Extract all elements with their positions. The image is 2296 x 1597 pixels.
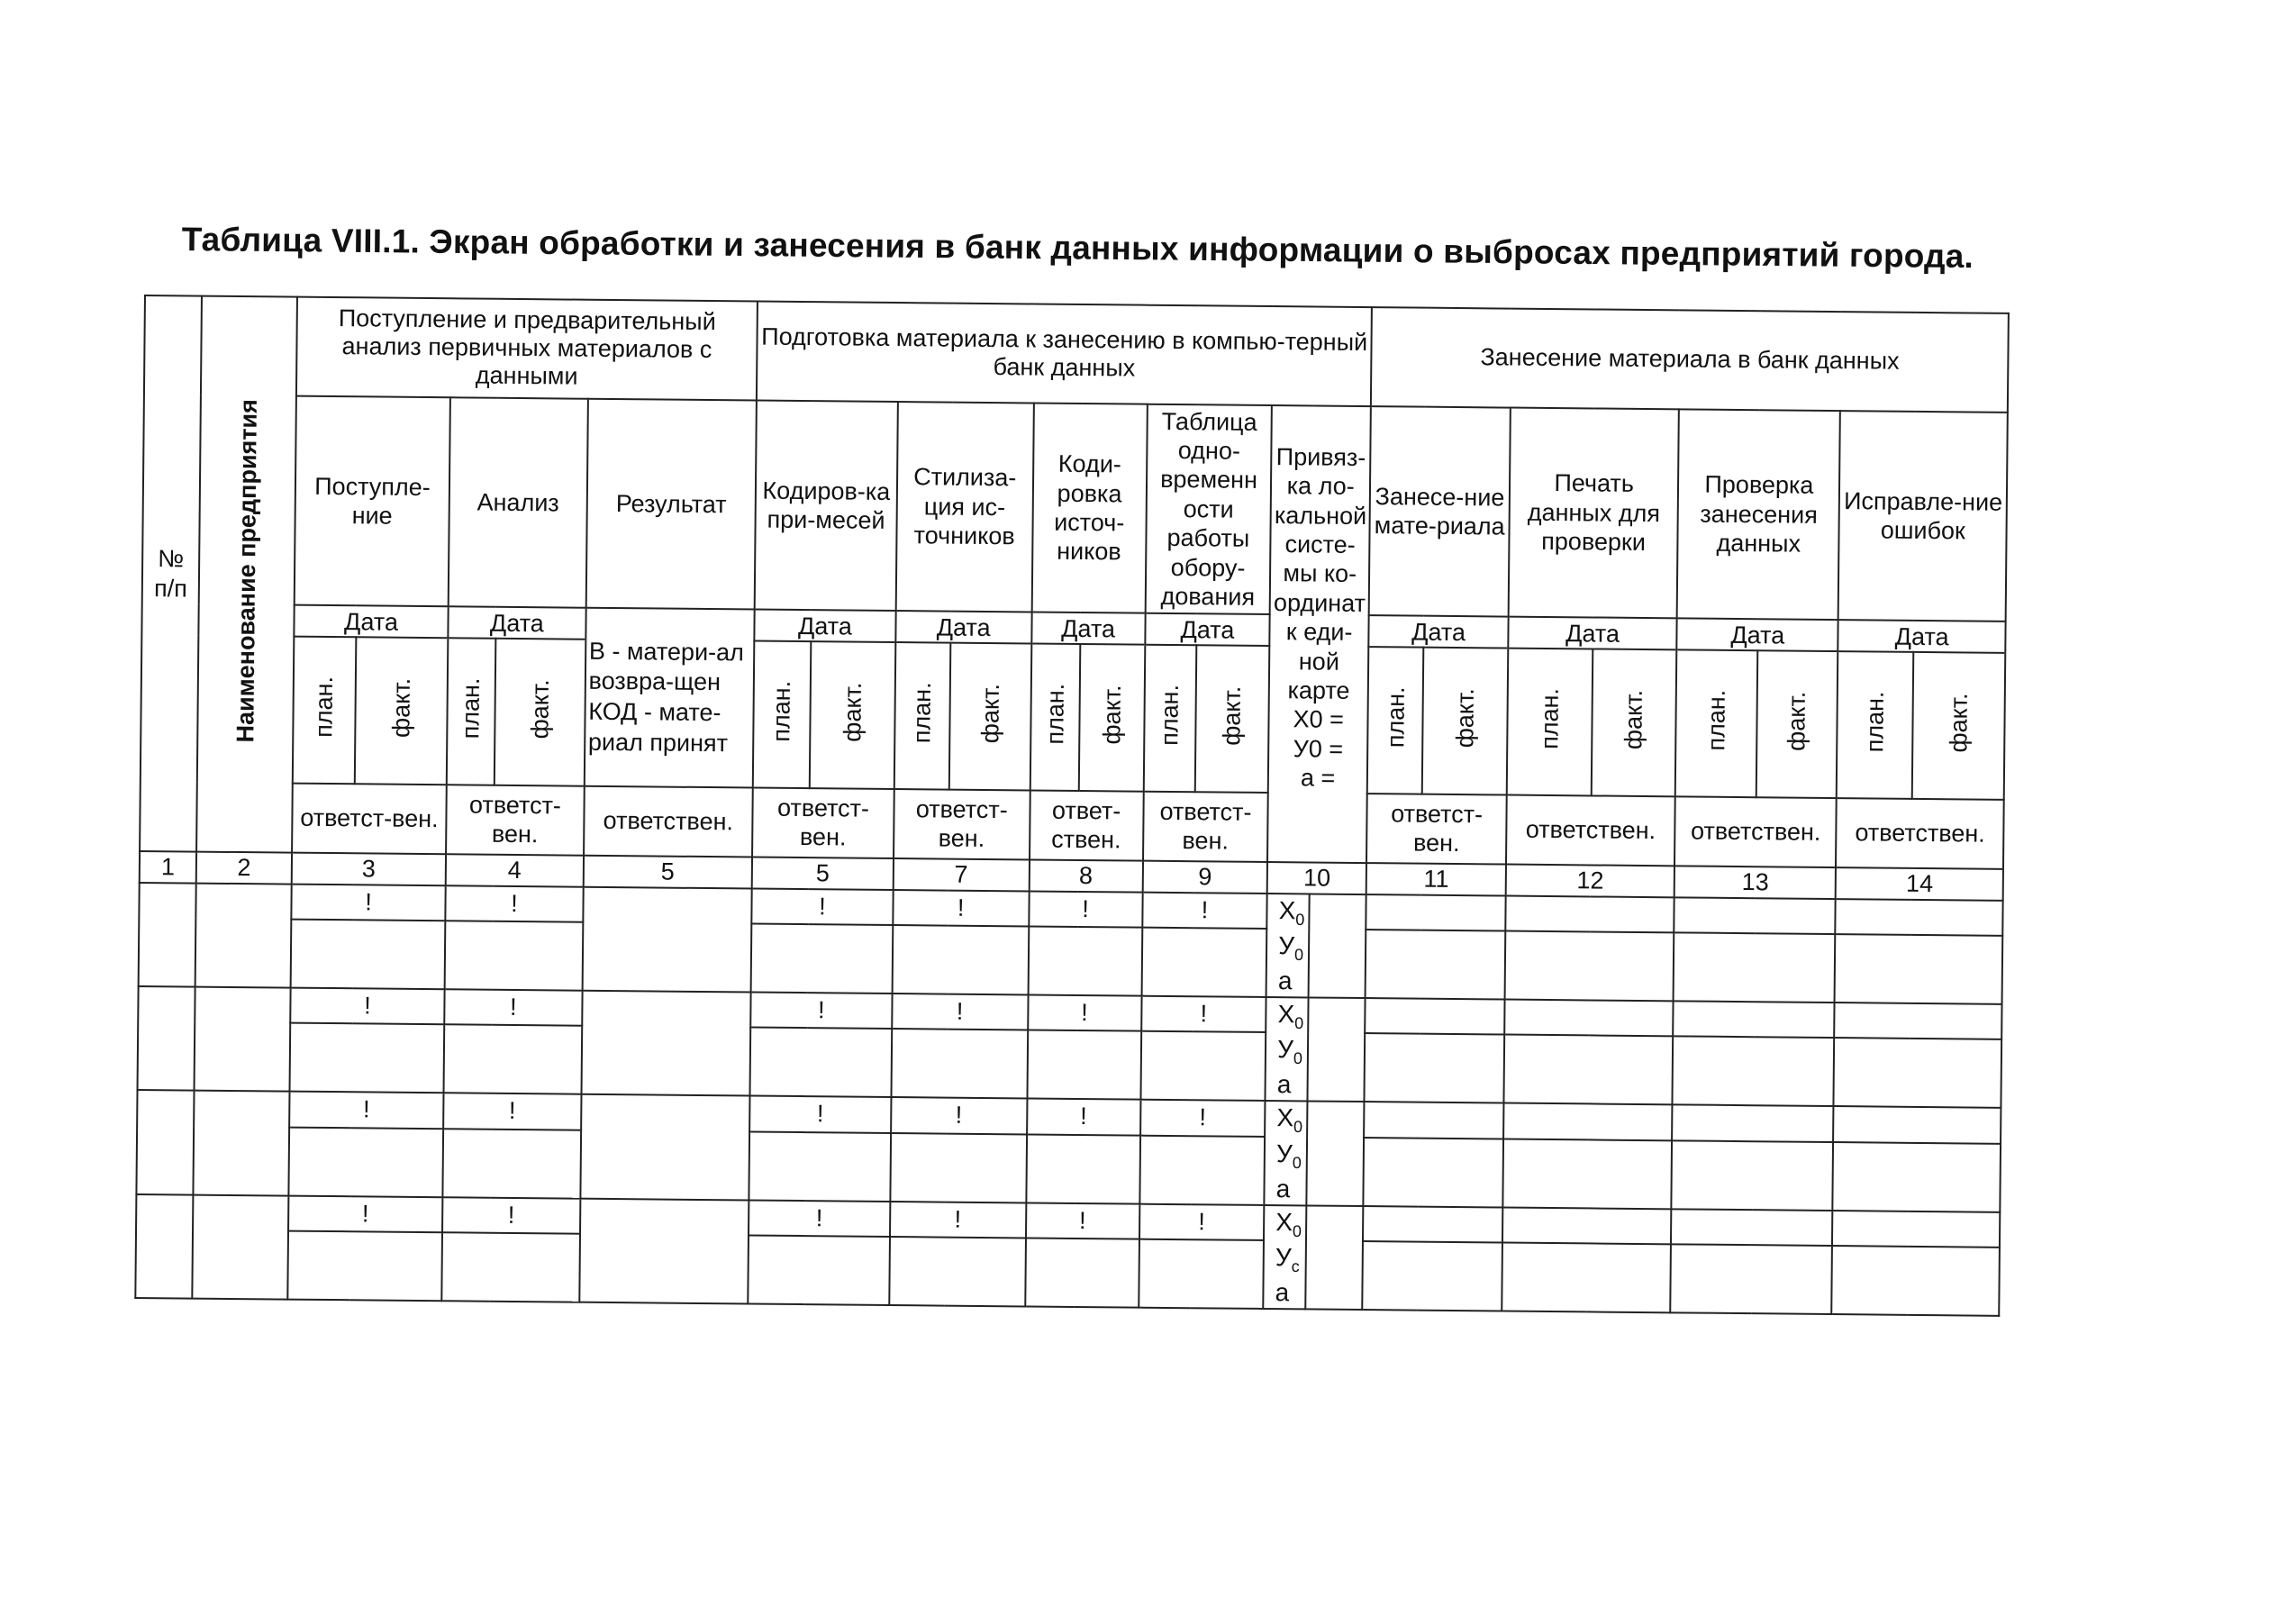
date-mark-tablitsa: ! <box>1142 893 1267 929</box>
responsible-pechat: ответствен. <box>1506 794 1675 866</box>
group-preparation-header: Подготовка материала к занесению в компью-терный банк данных <box>757 302 1372 406</box>
rezultat-note <box>585 608 755 787</box>
date-cell-proverka <box>1671 1209 1833 1246</box>
row-result-cell <box>581 991 750 1096</box>
col-ispravlenie-header: Исправле-ние ошибок <box>1838 411 2008 622</box>
fakt-subheader-pechat <box>1591 649 1676 797</box>
plan-subheader-tablitsa <box>1144 645 1197 792</box>
date-header-stilizatsiya: Дата <box>895 611 1031 643</box>
date-mark-stilizatsiya: ! <box>890 1202 1026 1239</box>
coord-subscript: 0 <box>1295 910 1305 930</box>
responsible-cell-kodirovka-primesey <box>750 1028 893 1098</box>
responsible-cell-ispravlenie <box>1835 934 2002 1004</box>
responsible-cell-tablitsa <box>1140 1031 1266 1101</box>
date-header-kodirovka-istochnikov: Дата <box>1031 612 1146 645</box>
date-mark-kodirovka-primesey: ! <box>751 889 893 926</box>
date-cell-zanesenie <box>1366 894 1506 931</box>
column-number: 4 <box>446 854 584 886</box>
date-cell-proverka <box>1673 1002 1835 1039</box>
column-number: 7 <box>894 858 1030 891</box>
coord-labels-cell <box>1266 894 1310 998</box>
coord-symbol: У <box>1278 931 1295 960</box>
column-number: 10 <box>1267 862 1366 894</box>
col-kodirovka-primesey-header: Кодиров-ка при-месей <box>755 400 898 611</box>
coord-symbol: Х <box>1275 1207 1293 1236</box>
responsible-cell-proverka <box>1672 1140 1834 1211</box>
date-mark-stilizatsiya: ! <box>892 994 1028 1030</box>
responsible-cell-tablitsa <box>1139 1239 1264 1308</box>
plan-subheader-zanesenie <box>1367 647 1424 794</box>
date-mark-kodirovka-istochnikov: ! <box>1027 1099 1141 1135</box>
plan-label: план. <box>1381 686 1410 749</box>
responsible-cell-kodirovka-istochnikov <box>1026 1134 1140 1203</box>
date-cell-pechat <box>1504 1000 1674 1037</box>
responsible-cell-postuplenie <box>290 1023 445 1093</box>
date-cell-ispravlenie <box>1835 1003 2002 1039</box>
responsible-tablitsa: ответст-вен. <box>1143 791 1268 862</box>
column-number: 11 <box>1366 863 1506 895</box>
coord-y-label <box>1277 1033 1304 1068</box>
date-cell-ispravlenie <box>1834 1106 2001 1143</box>
table-wrapper <box>135 295 2010 1307</box>
fakt-subheader-kodirovka-primesey <box>810 641 895 789</box>
date-cell-ispravlenie <box>1836 899 2003 936</box>
fakt-label: факт. <box>525 678 554 740</box>
coord-labels-cell <box>1265 1101 1308 1205</box>
responsible-cell-analiz <box>444 1025 582 1095</box>
date-header-zanesenie: Дата <box>1369 615 1509 648</box>
col-tablitsa-header: Таблица одно-временн ости работы обору-дования <box>1145 404 1272 614</box>
date-header-pechat: Дата <box>1508 617 1677 650</box>
plan-label: план. <box>908 682 937 744</box>
coord-symbol: а <box>1276 1070 1292 1099</box>
coord-y-label <box>1278 930 1305 965</box>
coord-value-cell <box>1306 1102 1364 1206</box>
date-header-kodirovka-primesey: Дата <box>754 610 895 642</box>
responsible-cell-stilizatsiya <box>889 1237 1025 1307</box>
col-zanesenie-header: Занесе-ние мате-риала <box>1369 406 1511 617</box>
coord-subscript: 0 <box>1292 1153 1302 1172</box>
responsible-rezultat: ответствен. <box>584 786 753 857</box>
group-receipt-header: Поступление и предварительный анализ первичных материалов с данными <box>296 297 758 401</box>
date-mark-postuplenie: ! <box>288 1195 442 1232</box>
row-name-cell <box>194 1091 290 1195</box>
date-mark-kodirovka-istochnikov: ! <box>1028 995 1142 1031</box>
responsible-cell-tablitsa <box>1141 928 1266 997</box>
responsible-zanesenie: ответст-вен. <box>1366 794 1506 865</box>
coord-symbol: Х <box>1278 896 1296 925</box>
responsible-cell-postuplenie <box>291 920 446 990</box>
coord-symbol: а <box>1275 1277 1290 1307</box>
responsible-cell-analiz <box>445 921 583 991</box>
coord-x-label <box>1276 1102 1303 1138</box>
responsible-cell-analiz <box>441 1232 579 1302</box>
row-num-cell <box>138 986 195 1091</box>
coord-subscript: 0 <box>1292 1221 1302 1240</box>
coord-symbol: Х <box>1276 1103 1294 1132</box>
date-header-postuplenie: Дата <box>294 605 448 639</box>
date-mark-analiz: ! <box>443 1093 581 1130</box>
date-header-tablitsa: Дата <box>1145 613 1270 646</box>
coord-y-label <box>1275 1241 1302 1276</box>
plan-label: план. <box>1535 687 1564 749</box>
fakt-subheader-proverka <box>1756 650 1838 797</box>
column-number: 9 <box>1142 861 1267 894</box>
coord-symbol: а <box>1277 966 1293 995</box>
responsible-cell-tablitsa <box>1139 1135 1265 1204</box>
responsible-cell-kodirovka-primesey <box>748 1235 890 1305</box>
date-cell-proverka <box>1674 897 1837 934</box>
plan-subheader-analiz <box>447 638 495 785</box>
column-number: 1 <box>140 851 196 884</box>
fakt-label: факт. <box>1944 692 1973 753</box>
row-name-cell <box>195 987 291 1092</box>
coord-labels-cell <box>1266 997 1309 1102</box>
col-pechat-header: Печать данных для проверки <box>1509 407 1680 618</box>
name-header-label: Наименование предприятия <box>231 399 262 743</box>
plan-label: план. <box>1861 691 1889 753</box>
responsible-cell-kodirovka-primesey <box>751 924 894 994</box>
col-stilizatsiya-header: Стилиза-ция ис-точников <box>896 402 1034 612</box>
column-number: 12 <box>1506 865 1675 898</box>
fakt-subheader-ispravlenie <box>1912 652 2006 800</box>
plan-subheader-stilizatsiya <box>894 642 951 789</box>
date-mark-stilizatsiya: ! <box>893 890 1029 927</box>
responsible-cell-postuplenie <box>287 1230 442 1301</box>
date-cell-zanesenie <box>1365 998 1504 1035</box>
responsible-cell-pechat <box>1502 1242 1671 1312</box>
row-result-cell <box>579 1198 749 1303</box>
coord-symbol: Х <box>1277 1000 1295 1029</box>
coord-value-cell <box>1307 998 1365 1102</box>
responsible-cell-pechat <box>1502 1139 1672 1209</box>
fakt-label: факт. <box>976 683 1004 744</box>
row-result-cell <box>580 1094 749 1200</box>
fakt-label: факт. <box>1783 691 1811 751</box>
responsible-kodirovka-primesey: ответст-вен. <box>752 787 894 858</box>
emissions-table <box>134 295 2010 1317</box>
coord-a-label <box>1278 965 1305 996</box>
column-number: 5 <box>583 856 752 889</box>
responsible-cell-zanesenie <box>1365 1033 1504 1103</box>
coord-a-label <box>1277 1069 1304 1101</box>
responsible-cell-postuplenie <box>288 1127 443 1197</box>
responsible-cell-analiz <box>442 1129 580 1199</box>
responsible-cell-ispravlenie <box>1834 1038 2001 1108</box>
fakt-subheader-zanesenie <box>1422 648 1508 795</box>
plan-label: план. <box>310 676 339 738</box>
fakt-subheader-analiz <box>495 639 585 786</box>
date-mark-kodirovka-primesey: ! <box>749 1200 890 1237</box>
coord-value-cell <box>1309 894 1366 998</box>
plan-subheader-ispravlenie <box>1837 651 1913 798</box>
date-mark-kodirovka-istochnikov: ! <box>1026 1202 1140 1239</box>
column-number: 5 <box>752 857 894 891</box>
plan-label: план. <box>1156 684 1184 746</box>
fakt-subheader-postuplenie <box>355 637 448 785</box>
responsible-cell-proverka <box>1673 1037 1835 1107</box>
coord-x-label <box>1277 998 1304 1033</box>
coord-subscript: с <box>1291 1257 1300 1275</box>
row-name-cell <box>192 1194 288 1299</box>
num-header <box>140 295 202 852</box>
responsible-cell-proverka <box>1674 932 1836 1003</box>
date-cell-ispravlenie <box>1832 1211 2000 1248</box>
date-cell-zanesenie <box>1364 1102 1503 1139</box>
rezultat-note-accepted: КОД - мате-риал принят <box>587 697 729 758</box>
responsible-cell-zanesenie <box>1362 1241 1502 1311</box>
responsible-postuplenie: ответст-вен. <box>292 783 447 854</box>
date-mark-tablitsa: ! <box>1141 996 1266 1032</box>
coord-x-label <box>1275 1206 1302 1241</box>
col-analiz-header: Анализ <box>449 397 588 608</box>
responsible-ispravlenie: ответствен. <box>1836 798 2003 869</box>
date-mark-kodirovka-primesey: ! <box>749 1096 891 1133</box>
responsible-kodirovka-istochnikov: ответ-ствен. <box>1030 790 1144 860</box>
col-privyazka-header <box>1267 405 1371 863</box>
fakt-subheader-tablitsa <box>1195 645 1270 792</box>
plan-subheader-kodirovka-istochnikov <box>1030 644 1081 791</box>
coord-subscript: 0 <box>1293 1118 1303 1137</box>
plan-subheader-postuplenie <box>293 637 357 784</box>
date-cell-proverka <box>1672 1105 1834 1142</box>
coord-a-label <box>1276 1173 1303 1204</box>
name-header <box>196 296 297 853</box>
date-cell-pechat <box>1502 1207 1672 1244</box>
plan-label: план. <box>767 680 796 742</box>
x0-eq-label: Х0 = <box>1293 705 1345 734</box>
date-mark-postuplenie: ! <box>289 1092 443 1129</box>
coord-subscript: 0 <box>1293 946 1304 965</box>
plan-subheader-proverka <box>1675 650 1757 797</box>
table-title: Таблица VIII.1. Экран обработки и занесения в банк данных информации о выбросах предприятий города. <box>181 221 1974 276</box>
responsible-cell-kodirovka-istochnikov <box>1027 1030 1141 1100</box>
rezultat-note-returned: В - матери-ал возвра-щен <box>588 637 745 696</box>
date-mark-tablitsa: ! <box>1140 1100 1266 1136</box>
column-number: 3 <box>292 853 446 886</box>
fakt-label: факт. <box>1098 684 1126 745</box>
coord-subscript: 0 <box>1294 1014 1304 1033</box>
fakt-subheader-kodirovka-istochnikov <box>1079 644 1145 791</box>
responsible-stilizatsiya: ответст-вен. <box>894 789 1030 860</box>
responsible-cell-ispravlenie <box>1832 1246 2000 1316</box>
privyazka-label: Привяз-ка ло-кальной систе-мы ко-ординат к еди-ной карте <box>1273 442 1367 704</box>
date-mark-stilizatsiya: ! <box>891 1097 1027 1134</box>
plan-label: план. <box>1702 689 1730 751</box>
column-number: 2 <box>196 852 292 885</box>
column-number: 8 <box>1029 859 1143 892</box>
date-mark-analiz: ! <box>445 885 583 922</box>
plan-label: план. <box>457 677 486 740</box>
responsible-cell-stilizatsiya <box>891 1029 1027 1099</box>
fakt-label: факт. <box>839 682 867 742</box>
date-header-analiz: Дата <box>448 606 585 639</box>
row-num-cell <box>135 1194 193 1299</box>
date-mark-tablitsa: ! <box>1139 1203 1265 1239</box>
plan-subheader-kodirovka-primesey <box>753 641 812 788</box>
date-header-ispravlenie: Дата <box>1838 620 2006 653</box>
coord-symbol: У <box>1275 1139 1293 1167</box>
a-eq-label: а = <box>1300 764 1336 792</box>
date-cell-zanesenie <box>1363 1206 1502 1243</box>
responsible-cell-zanesenie <box>1364 1138 1503 1208</box>
plan-label: план. <box>1041 683 1069 745</box>
date-mark-analiz: ! <box>444 989 582 1026</box>
coord-value-cell <box>1305 1205 1363 1310</box>
responsible-analiz: ответст-вен. <box>446 785 584 856</box>
fakt-label: факт. <box>387 677 415 738</box>
coord-y-label <box>1276 1138 1303 1173</box>
plan-subheader-pechat <box>1507 649 1593 796</box>
coord-symbol: У <box>1275 1242 1292 1271</box>
column-number: 13 <box>1674 866 1837 899</box>
responsible-cell-pechat <box>1503 1035 1673 1105</box>
coord-symbol: а <box>1275 1174 1291 1202</box>
date-cell-pechat <box>1505 896 1674 933</box>
coord-symbol: У <box>1277 1035 1294 1064</box>
coord-labels-cell <box>1263 1205 1306 1310</box>
group-entry-header: Занесение материала в банк данных <box>1371 307 2009 413</box>
responsible-cell-ispravlenie <box>1833 1142 2001 1212</box>
coord-a-label <box>1275 1276 1302 1308</box>
row-num-cell <box>136 1090 194 1194</box>
num-header-label: № п/п <box>153 545 187 602</box>
responsible-cell-proverka <box>1671 1244 1833 1314</box>
coord-x-label <box>1278 894 1305 930</box>
date-mark-postuplenie: ! <box>290 988 444 1025</box>
responsible-cell-stilizatsiya <box>890 1133 1026 1203</box>
coord-subscript: 0 <box>1293 1049 1303 1068</box>
col-kodirovka-istochnikov-header: Коди-ровка источ-ников <box>1031 403 1147 613</box>
responsible-cell-stilizatsiya <box>892 925 1028 995</box>
col-rezultat-header: Результат <box>585 398 757 609</box>
column-number: 14 <box>1836 867 2003 901</box>
date-cell-pechat <box>1503 1103 1673 1140</box>
fakt-subheader-stilizatsiya <box>949 643 1031 790</box>
responsible-cell-pechat <box>1505 931 1674 1002</box>
row-result-cell <box>582 887 751 993</box>
date-mark-kodirovka-istochnikov: ! <box>1029 891 1143 927</box>
col-proverka-header: Проверка занесения данных <box>1677 409 1840 620</box>
responsible-cell-zanesenie <box>1366 930 1505 1000</box>
responsible-cell-kodirovka-istochnikov <box>1028 927 1142 996</box>
responsible-cell-kodirovka-istochnikov <box>1025 1238 1139 1307</box>
responsible-proverka: ответствен. <box>1674 796 1837 867</box>
row-name-cell <box>195 884 292 988</box>
date-mark-kodirovka-primesey: ! <box>750 993 892 1030</box>
date-header-proverka: Дата <box>1677 619 1839 652</box>
date-mark-analiz: ! <box>442 1197 580 1234</box>
fakt-label: факт. <box>1451 687 1479 749</box>
y0-eq-label: У0 = <box>1293 734 1344 763</box>
col-postuplenie-header: Поступле-ние <box>295 395 450 606</box>
responsible-cell-kodirovka-primesey <box>749 1131 891 1202</box>
date-mark-postuplenie: ! <box>291 885 445 921</box>
fakt-label: факт. <box>1620 689 1648 749</box>
fakt-label: факт. <box>1218 685 1247 746</box>
row-num-cell <box>139 883 196 987</box>
